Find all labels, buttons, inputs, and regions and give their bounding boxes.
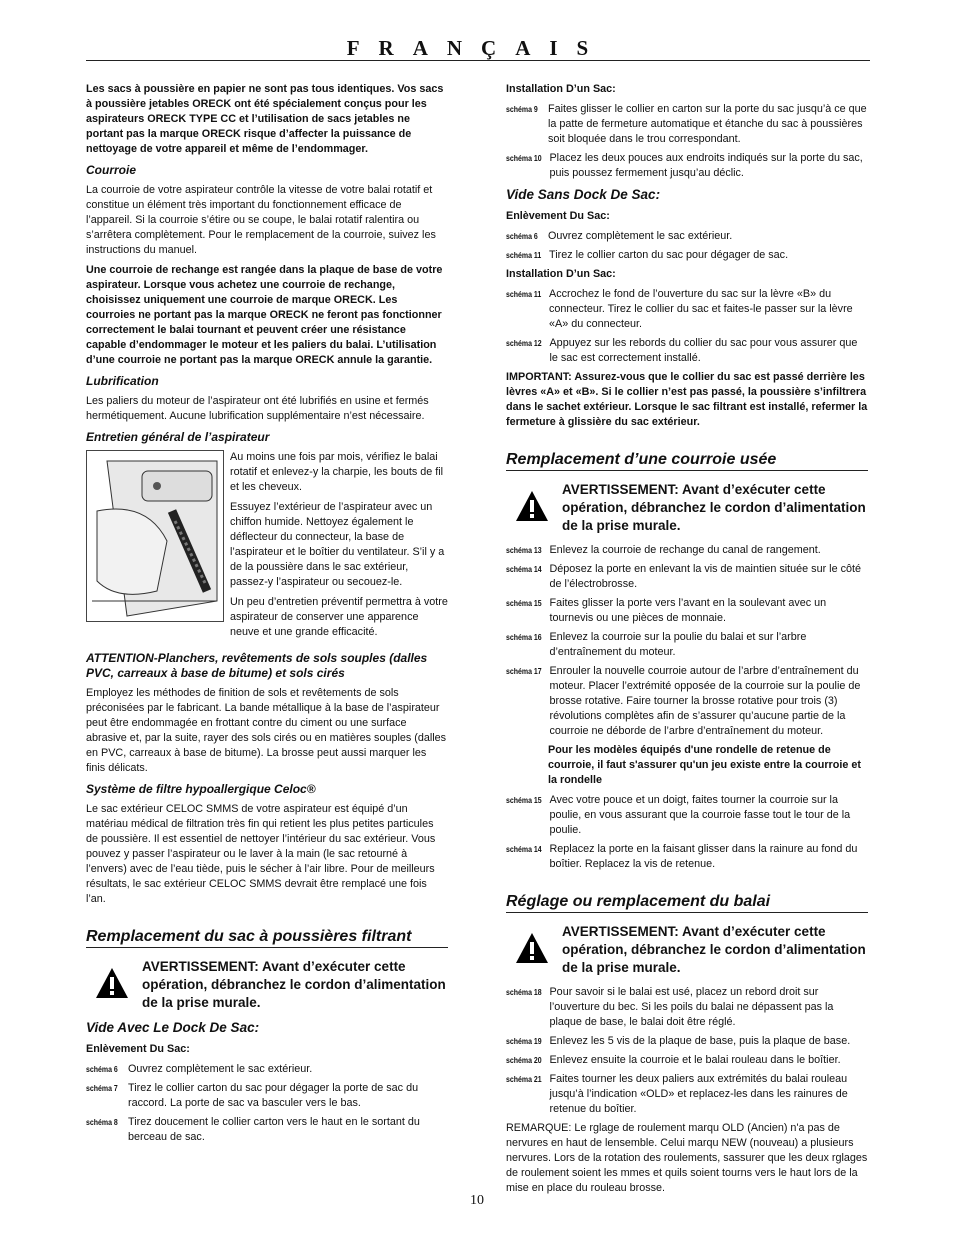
list-item (506, 793, 868, 838)
step-text: Faites glisser le collier en carton sur la porte du sac jusqu’à ce que la patte de fermeture automatique et étanche du sac à poussières soit bloquée dans le trou correspondant. (548, 103, 867, 145)
step-number: schéma 9 (506, 104, 538, 114)
enlevement-label: Enlèvement Du Sac: (506, 210, 610, 222)
list-item (506, 1053, 868, 1068)
systeme-paragraph: Le sac extérieur CELOC SMMS de votre aspirateur est équipé d’un matériau médical de filtration très fin qui retient les plus petites particules de poussière. Il est essentiel de nettoyer l’intérieur du sac extérieur. Vous pouvez y passer l’aspirateur ou le laver à la main (le sac retourné à l’envers) avec de l’eau tiède, puis le sécher à l’air libre. Pour de meilleurs résultats, le sac extérieur CELOC SMMS devrait être remplacé une fois l’an. (86, 803, 436, 905)
step-text: Enlevez ensuite la courroie et le balai rouleau dans le boîtier. (549, 1054, 841, 1066)
list-item (506, 664, 868, 739)
step-text: Enrouler la nouvelle courroie autour de l’arbre d’entraînement du moteur. Placer l’extrémité opposée de la courroie sur la poulie de brosse rotative. Faire tourner la brosse rotative pour trois (3) révolutions complètes afin de s’assurer qu’aucune partie de la courroie ne déborde de l’arbre d’entraînement du moteur. (549, 665, 861, 737)
list-item (506, 248, 868, 263)
step-text: Tirez le collier carton du sac pour dégager de sac. (549, 249, 789, 261)
warning-box (506, 923, 868, 977)
step-text: Placez les deux pouces aux endroits indiqués sur la porte du sac, puis poussez fermement jusqu’au déclic. (549, 152, 863, 179)
warning-triangle-icon (514, 931, 550, 965)
entretien-paragraph-2: Essuyez l’extérieur de l’aspirateur avec un chiffon humide. Nettoyez également le déflecteur du connecteur, la base de l’aspirateur et le boîtier du ventilateur. S’il y a de la poussière dans le sac extérieur, passez-y l’aspirateur ou secouez-le. (230, 501, 445, 588)
section-courroie-heading: Remplacement d’une courroie usée (506, 452, 868, 471)
step-number: schéma 21 (506, 1074, 542, 1084)
attention-heading: ATTENTION-Planchers, revêtements de sols souples (dalles PVC, carreaux à base de bitume) et sols cirés (86, 651, 428, 680)
list-item (506, 842, 868, 872)
step-text: Avec votre pouce et un doigt, faites tourner la courroie sur la poulie, en vous assurant que la courroie fasse tout le tour de la poulie. (549, 794, 851, 836)
step-number: schéma 14 (506, 844, 542, 854)
warning-box (86, 958, 448, 1012)
step-text: Enlevez les 5 vis de la plaque de base, puis la plaque de base. (549, 1035, 851, 1047)
systeme-heading: Système de filtre hypoallergique Celoc® (86, 782, 316, 796)
step-number: schéma 15 (506, 795, 542, 805)
list-item (506, 543, 868, 558)
list-item (506, 287, 868, 332)
step-text: Tirez le collier carton du sac pour dégager la porte de sac du raccord. La porte de sac va basculer vers le bas. (128, 1082, 419, 1109)
warning-text: AVERTISSEMENT: Avant d’exécuter cette opération, débranchez le cordon d’alimentation de la prise murale. (562, 924, 866, 975)
step-number: schéma 12 (506, 338, 542, 348)
step-text: Appuyez sur les rebords du collier du sac pour vous assurer que le sac est correctement installé. (549, 337, 858, 364)
vide-sans-heading: Vide Sans Dock De Sac: (506, 187, 661, 202)
warning-text: AVERTISSEMENT: Avant d’exécuter cette opération, débranchez le cordon d’alimentation de la prise murale. (142, 959, 446, 1010)
list-item (86, 1115, 448, 1145)
step-number: schéma 14 (506, 564, 542, 574)
warning-triangle-icon (514, 489, 550, 523)
step-number: schéma 10 (506, 153, 542, 163)
lubrification-paragraph: Les paliers du moteur de l’aspirateur ont été lubrifiés en usine et fermés hermétiquement. Aucune lubrification supplémentaire n’est nécessaire. (86, 395, 429, 422)
section-sac-heading: Remplacement du sac à poussières filtrant (86, 929, 448, 948)
attention-paragraph: Employez les méthodes de finition de sols et revêtements de sols préconisées par le fabricant. La bande métallique à la base de l’aspirateur peut être endommagée en frottant contre du ciment ou une surface abrasive et, par la suite, rayer des sols cirés ou en matières souples (dalles en PVC, carreaux à base de bitume). La brosse peut aussi marquer les finis délicats. (86, 687, 447, 774)
step-number: schéma 15 (506, 598, 542, 608)
header-rule (86, 60, 870, 61)
step-number: schéma 17 (506, 666, 542, 676)
lubrification-heading: Lubrification (86, 374, 159, 388)
right-column (506, 82, 868, 1201)
list-item (506, 102, 868, 147)
warning-box (506, 481, 868, 535)
list-item (86, 1062, 448, 1077)
step-text: Faites tourner les deux paliers aux extrémités du balai rouleau jusqu’à l’indication «OLD» et replacez-les dans les rainures de retenue du boîtier. (549, 1073, 848, 1115)
entretien-paragraph-1: Au moins une fois par mois, vérifiez le balai rotatif et enlevez-y la charpie, les bouts de fil et les cheveux. (230, 451, 444, 493)
page-number: 10 (470, 1193, 484, 1208)
step-text: Ouvrez complètement le sac extérieur. (548, 230, 733, 242)
step-number: schéma 11 (506, 250, 542, 260)
step-number: schéma 19 (506, 1036, 542, 1046)
step-number: schéma 13 (506, 545, 542, 555)
list-item (506, 229, 868, 244)
step-number: schéma 11 (506, 289, 542, 299)
courroie-heading: Courroie (86, 163, 137, 177)
vide-dock-heading: Vide Avec Le Dock De Sac: (86, 1020, 260, 1035)
section-balai-heading: Réglage ou remplacement du balai (506, 894, 868, 913)
entretien-heading: Entretien général de l’aspirateur (86, 430, 270, 444)
courroie-warning-paragraph: Une courroie de rechange est rangée dans la plaque de base de votre aspirateur. Lorsque vous achetez une courroie de rechange, choisissez uniquement une courroie de marque ORECK. Les courroies ne portant pas la marque ORECK ne feront pas fonctionner correctement le balai tournant et peuvent créer une résistance capable d’endommager le moteur et les paliers du balai. L’utilisation d’une courroie ne portant pas la marque ORECK annule la garantie. (86, 264, 443, 366)
list-item (506, 630, 868, 660)
left-column (86, 82, 448, 1149)
step-number: schéma 6 (86, 1064, 118, 1074)
step-text: Pour savoir si le balai est usé, placez un rebord droit sur l’ouverture du bec. Si les poils du balai ne dépassent pas la plaque de base, le balai doit être réglé. (549, 986, 834, 1028)
page-title: FRANÇAIS (346, 36, 608, 60)
intro-paragraph: Les sacs à poussière en papier ne sont pas tous identiques. Vos sacs à poussière jetables ORECK ont été spécialement conçus pour les aspirateurs ORECK TYPE CC et l’utilisation de sacs jetables ne portant pas la marque ORECK risque d’affecter la puissance de nettoyage de votre appareil et même de l’endommager. (86, 83, 444, 155)
entretien-paragraph-3: Un peu d’entretien préventif permettra à votre aspirateur de conserver une apparence neuve et une grande efficacité. (230, 596, 448, 638)
list-item (506, 336, 868, 366)
list-item (506, 1034, 868, 1049)
courroie-paragraph: La courroie de votre aspirateur contrôle la vitesse de votre balai rotatif et constitue un élément très important du fonctionnement efficace de l’appareil. Si la courroie s’étire ou se coupe, le balai rotatif ralentira ou s’arrêtera complètement. Pour le remplacement de la courroie, suivez les instructions du manuel. (86, 184, 436, 256)
warning-triangle-icon (94, 966, 130, 1000)
enlevement-label: Enlèvement Du Sac: (86, 1043, 190, 1055)
list-item (506, 1072, 868, 1117)
remarque-paragraph: REMARQUE: Le rglage de roulement marqu OLD (Ancien) n'a pas de nervures en haut de lensemble. Celui marqu NEW (nouveau) a plusieurs nervures. Lors de la rotation des roulements, sassurer que les deux rglages de roulement soient les mmes et quils soient tourns vers le haut lors de la mise en place du rouleau brosse. (506, 1122, 868, 1194)
step-number: schéma 18 (506, 987, 542, 997)
step-number: schéma 7 (86, 1083, 118, 1093)
installation-label-2: Installation D’un Sac: (506, 268, 616, 280)
list-item (506, 596, 868, 626)
warning-text: AVERTISSEMENT: Avant d’exécuter cette opération, débranchez le cordon d’alimentation de la prise murale. (562, 482, 866, 533)
step-text: Accrochez le fond de l’ouverture du sac sur la lèvre «B» du connecteur. Tirez le collier du sac et faites-le passer sur la lèvre «A» du connecteur. (549, 288, 853, 330)
step-number: schéma 20 (506, 1055, 542, 1065)
step-text: Replacez la porte en la faisant glisser dans la rainure au fond du boîtier. Replacez la vis de retenue. (549, 843, 858, 870)
step-text: Tirez doucement le collier carton vers le haut en le sortant du berceau de sac. (128, 1116, 420, 1143)
step-text: Déposez la porte en enlevant la vis de maintien située sur le côté de l’électrobrosse. (549, 563, 861, 590)
step-number: schéma 6 (506, 231, 538, 241)
installation-label: Installation D’un Sac: (506, 83, 616, 95)
list-item (86, 1081, 448, 1111)
step-text: Enlevez la courroie de rechange du canal de rangement. (549, 544, 821, 556)
list-item (506, 985, 868, 1030)
rondelle-note: Pour les modèles équipés d'une rondelle de retenue de courroie, il faut s'assurer qu'un jeu existe entre la courroie et la rondelle (548, 744, 861, 786)
step-text: Faites glisser la porte vers l’avant en la soulevant avec un tournevis ou une pièces de monnaie. (549, 597, 827, 624)
list-item (506, 151, 868, 181)
step-number: schéma 16 (506, 632, 542, 642)
step-number: schéma 8 (86, 1117, 118, 1127)
important-paragraph: IMPORTANT: Assurez-vous que le collier du sac est passé derrière les lèvres «A» et «B». Si le collier n’est pas passé, la poussière s’infiltrera dans le sachet extérieur. Lorsque le sac filtrant est installé, refermer la fermeture à glissière du sac extérieur. (506, 371, 868, 428)
vacuum-illustration-icon (86, 450, 224, 622)
list-item (506, 562, 868, 592)
step-text: Enlevez la courroie sur la poulie du balai et sur l’arbre d’entraînement du moteur. (549, 631, 807, 658)
step-text: Ouvrez complètement le sac extérieur. (128, 1063, 313, 1075)
